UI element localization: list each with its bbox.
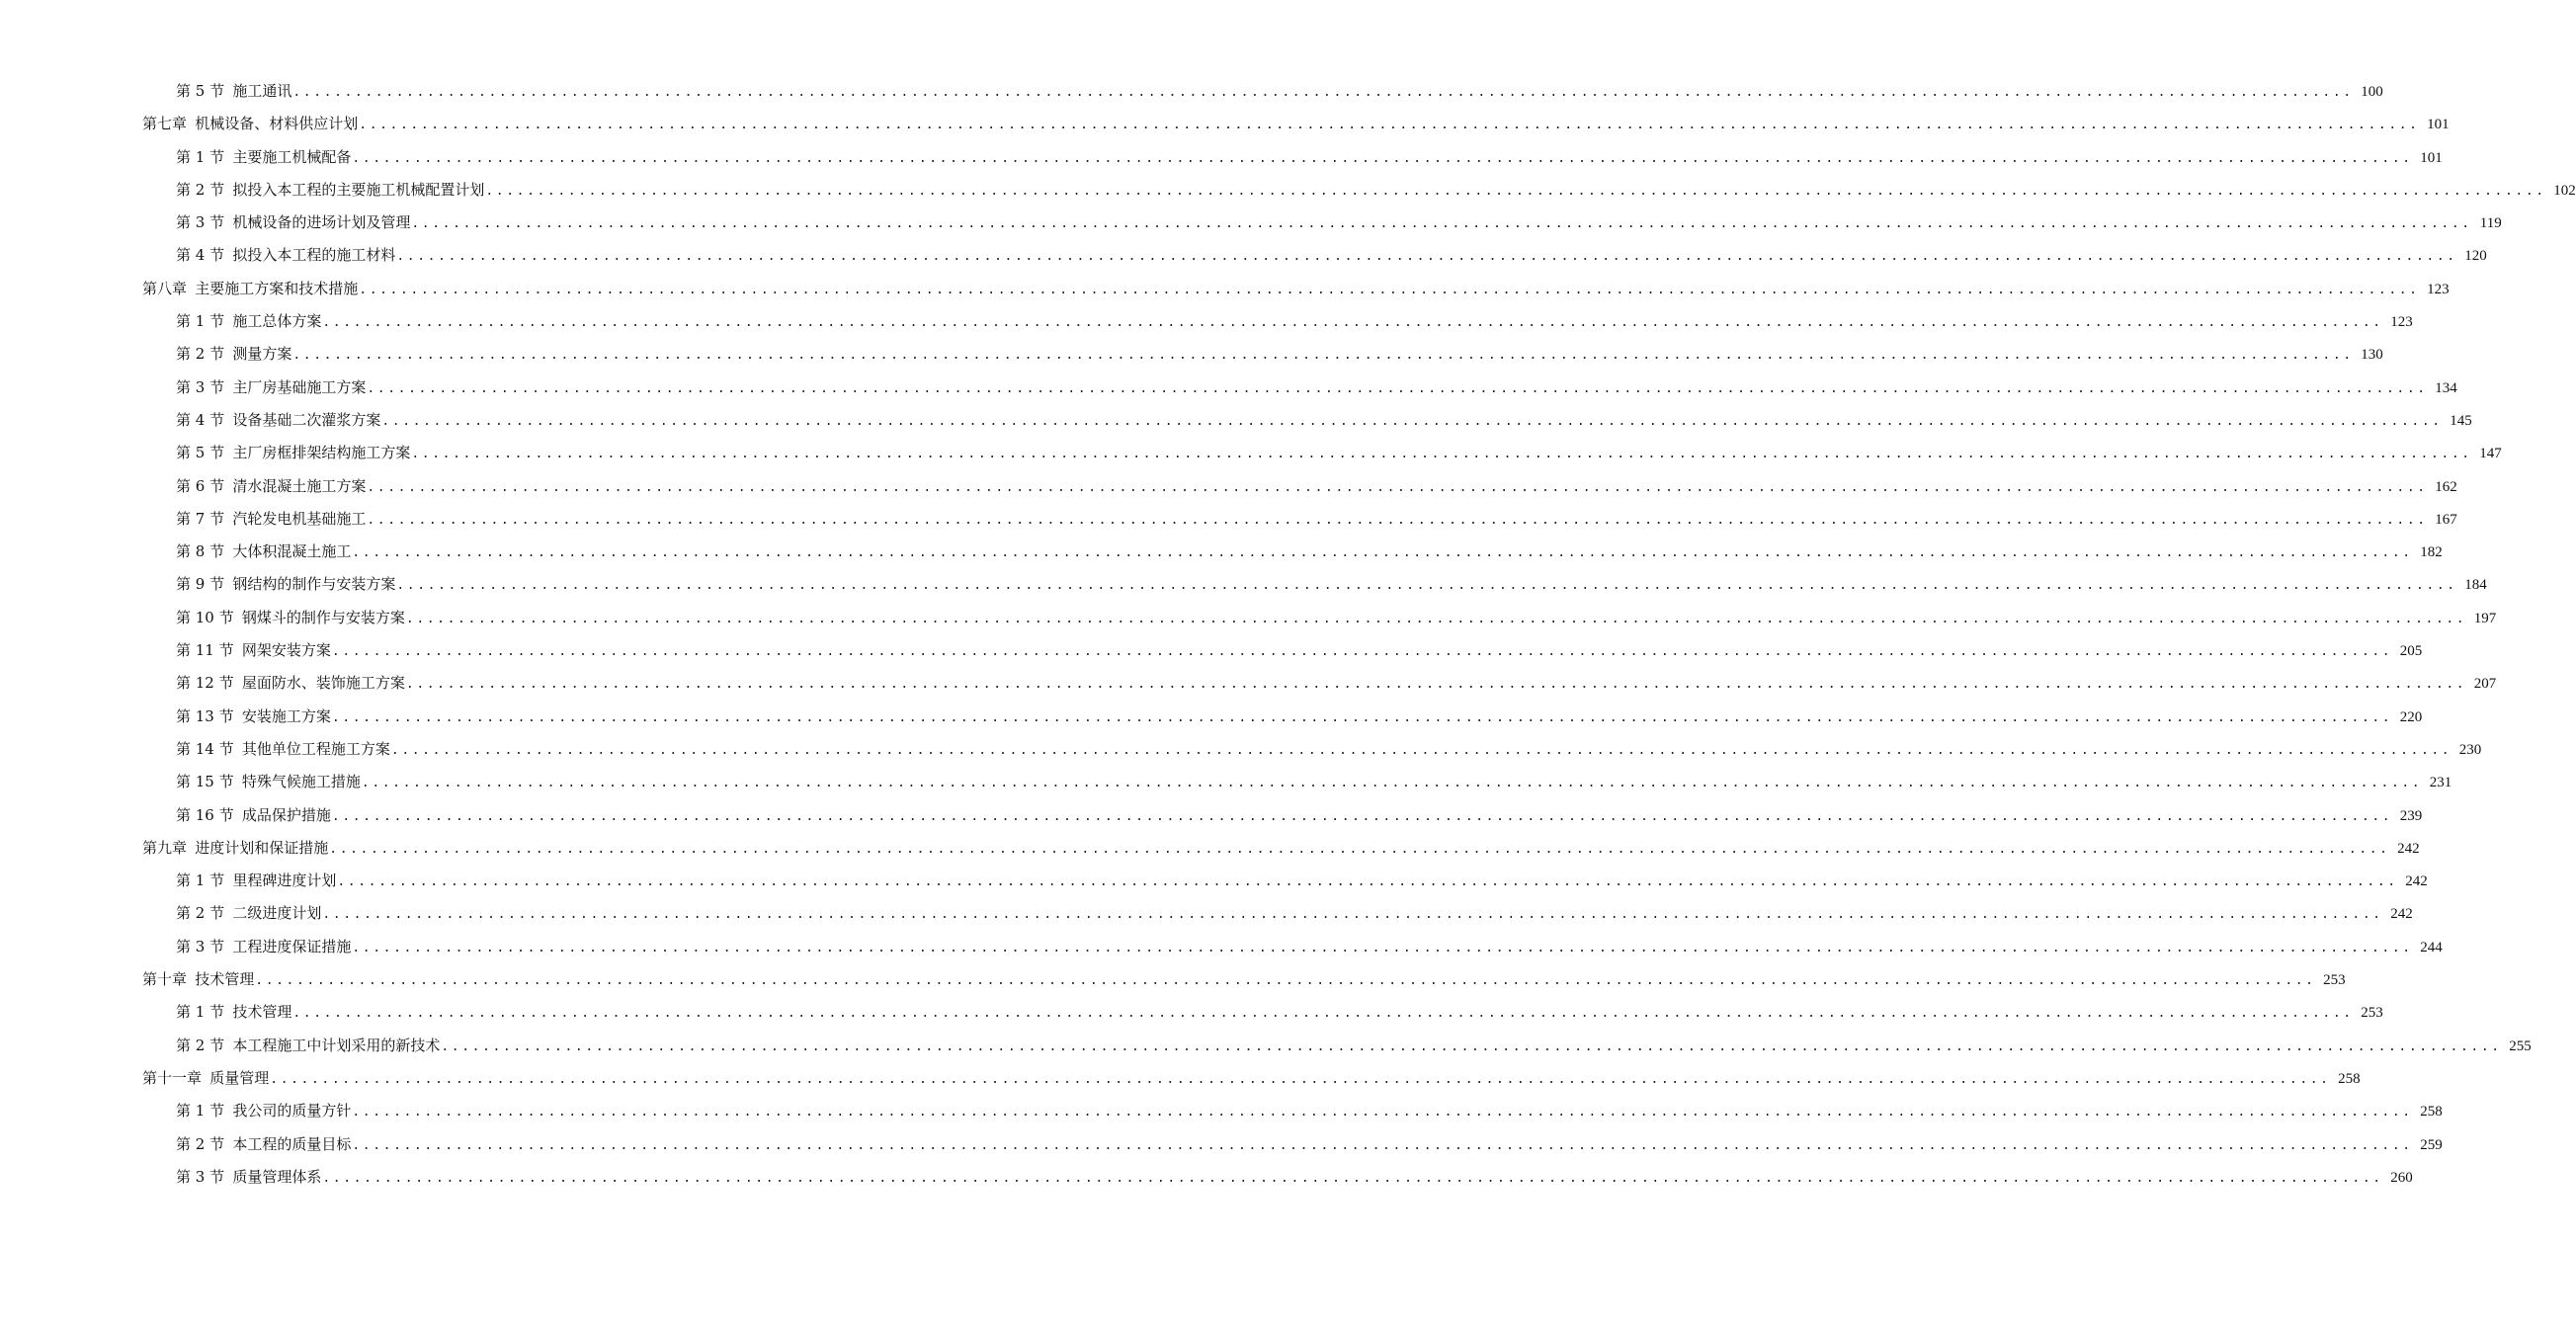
toc-entry-heading [176, 372, 366, 404]
toc-entry-number: 第 2 节 [176, 904, 225, 923]
toc-section-entry[interactable] [142, 503, 2457, 536]
toc-dot-leader: ........................................................................................................................................................................................................ [352, 545, 2413, 561]
toc-dot-leader: ........................................................................................................................................................................................................ [331, 709, 2393, 725]
toc-entry-number: 第十一章 [142, 1068, 203, 1087]
toc-entry-page: 259 [2420, 1136, 2443, 1153]
toc-entry-number: 第九章 [142, 838, 188, 857]
toc-entry-number: 第 4 节 [176, 246, 225, 265]
toc-dot-leader: ........................................................................................................................................................................................................ [352, 1137, 2413, 1153]
toc-dot-leader: ........................................................................................................................................................................................................ [361, 776, 2423, 791]
toc-entry-number: 第 7 节 [176, 509, 225, 528]
toc-entry-page: 102 [2553, 182, 2576, 199]
toc-entry-page: 242 [2397, 840, 2420, 857]
toc-entry-page: 255 [2509, 1038, 2532, 1054]
toc-entry-title: 技术管理 [232, 1003, 292, 1022]
toc-entry-heading [176, 897, 321, 930]
toc-entry-heading [176, 602, 405, 634]
toc-entry-number: 第七章 [142, 115, 188, 133]
toc-chapter-entry[interactable] [142, 108, 2450, 140]
toc-entry-title: 清水混凝土施工方案 [232, 476, 367, 495]
toc-entry-heading [176, 174, 484, 207]
toc-entry-number: 第 2 节 [176, 180, 225, 199]
toc-entry-number: 第 9 节 [176, 575, 225, 594]
toc-entry-heading [176, 1161, 321, 1194]
toc-dot-leader: ........................................................................................................................................................................................................ [255, 973, 2316, 989]
toc-entry-heading [176, 305, 321, 338]
toc-entry-heading [176, 207, 410, 239]
toc-entry-title: 安装施工方案 [241, 706, 331, 725]
toc-entry-title: 设备基础二次灌浆方案 [232, 410, 381, 429]
toc-entry-page: 220 [2399, 708, 2423, 725]
toc-dot-leader: ........................................................................................................................................................................................................ [367, 479, 2428, 495]
toc-dot-leader: ........................................................................................................................................................................................................ [441, 1038, 2502, 1054]
toc-section-entry[interactable] [142, 701, 2423, 733]
toc-section-entry[interactable] [142, 1030, 2532, 1062]
toc-entry-heading [142, 108, 358, 140]
toc-dot-leader: ........................................................................................................................................................................................................ [405, 611, 2467, 626]
toc-section-entry[interactable] [142, 568, 2487, 601]
toc-entry-heading [142, 1062, 269, 1095]
toc-entry-page: 134 [2435, 379, 2457, 396]
toc-entry-number: 第 12 节 [176, 674, 234, 693]
toc-entry-title: 成品保护措施 [241, 805, 331, 824]
toc-dot-leader: ........................................................................................................................................................................................................ [411, 447, 2472, 462]
toc-entry-heading [176, 634, 331, 667]
toc-entry-title: 主要施工方案和技术措施 [195, 279, 359, 297]
toc-entry-page: 239 [2399, 807, 2423, 824]
toc-entry-heading [176, 667, 405, 700]
toc-dot-leader: ........................................................................................................................................................................................................ [322, 315, 2383, 331]
toc-entry-title: 拟投入本工程的主要施工机械配置计划 [232, 180, 485, 199]
toc-entry-page: 182 [2420, 544, 2443, 561]
toc-entry-page: 184 [2464, 577, 2487, 594]
toc-dot-leader: ........................................................................................................................................................................................................ [381, 413, 2443, 429]
toc-entry-title: 网架安装方案 [241, 641, 331, 660]
toc-section-entry[interactable] [142, 1128, 2443, 1161]
toc-entry-number: 第 6 节 [176, 476, 225, 495]
toc-dot-leader: ........................................................................................................................................................................................................ [396, 249, 2457, 265]
toc-entry-title: 机械设备、材料供应计划 [195, 115, 359, 133]
toc-entry-title: 二级进度计划 [232, 904, 322, 923]
toc-section-entry[interactable] [142, 536, 2443, 568]
toc-entry-heading [176, 338, 291, 371]
toc-entry-page: 197 [2473, 610, 2497, 626]
toc-entry-number: 第 2 节 [176, 345, 225, 364]
toc-chapter-entry[interactable] [142, 963, 2346, 996]
toc-entry-number: 第 2 节 [176, 1134, 225, 1153]
toc-dot-leader: ........................................................................................................................................................................................................ [485, 183, 2546, 199]
toc-section-entry[interactable] [142, 305, 2413, 338]
toc-entry-title: 主厂房框排架结构施工方案 [232, 444, 411, 462]
toc-entry-heading [176, 766, 361, 798]
toc-section-entry[interactable] [142, 437, 2502, 469]
toc-entry-page: 258 [2338, 1070, 2361, 1087]
toc-entry-number: 第 1 节 [176, 872, 225, 890]
toc-dot-leader: ........................................................................................................................................................................................................ [337, 874, 2398, 890]
toc-dot-leader: ........................................................................................................................................................................................................ [352, 940, 2413, 955]
toc-section-entry[interactable] [142, 897, 2413, 930]
toc-section-entry[interactable] [142, 865, 2428, 897]
toc-entry-title: 钢结构的制作与安装方案 [232, 575, 396, 594]
toc-section-entry[interactable] [142, 1095, 2443, 1127]
toc-entry-page: 130 [2361, 347, 2383, 364]
toc-section-entry[interactable] [142, 996, 2383, 1029]
toc-entry-heading [142, 832, 328, 865]
toc-entry-title: 本工程施工中计划采用的新技术 [232, 1036, 441, 1054]
toc-dot-leader: ........................................................................................................................................................................................................ [411, 216, 2472, 232]
toc-entry-title: 钢煤斗的制作与安装方案 [241, 608, 405, 626]
toc-entry-heading [176, 503, 366, 536]
toc-section-entry[interactable] [142, 602, 2497, 634]
toc-section-entry[interactable] [142, 174, 2576, 207]
toc-entry-number: 第 3 节 [176, 1167, 225, 1186]
toc-entry-number: 第 13 节 [176, 706, 234, 725]
toc-entry-title: 大体积混凝土施工 [232, 542, 352, 561]
toc-entry-page: 123 [2427, 281, 2450, 297]
toc-entry-number: 第 3 节 [176, 937, 225, 955]
toc-entry-heading [176, 1128, 351, 1161]
toc-entry-heading [142, 963, 254, 996]
toc-dot-leader: ........................................................................................................................................................................................................ [292, 85, 2354, 100]
toc-entry-number: 第 1 节 [176, 1003, 225, 1022]
toc-section-entry[interactable] [142, 141, 2443, 174]
toc-entry-title: 技术管理 [195, 970, 255, 989]
toc-entry-title: 主要施工机械配备 [232, 147, 352, 166]
toc-entry-title: 施工通讯 [232, 82, 292, 100]
toc-dot-leader: ........................................................................................................................................................................................................ [270, 1071, 2331, 1087]
toc-dot-leader: ........................................................................................................................................................................................................ [367, 380, 2428, 396]
toc-section-entry[interactable] [142, 404, 2472, 437]
toc-entry-number: 第八章 [142, 279, 188, 297]
toc-entry-number: 第 11 节 [176, 641, 234, 660]
toc-entry-title: 工程进度保证措施 [232, 937, 352, 955]
toc-entry-number: 第 16 节 [176, 805, 234, 824]
toc-entry-number: 第 5 节 [176, 444, 225, 462]
toc-entry-number: 第 2 节 [176, 1036, 225, 1054]
toc-entry-page: 205 [2399, 643, 2423, 660]
toc-entry-heading [176, 931, 351, 963]
toc-entry-page: 244 [2420, 939, 2443, 955]
toc-section-entry[interactable] [142, 372, 2457, 404]
toc-entry-title: 主厂房基础施工方案 [232, 377, 367, 396]
toc-chapter-entry[interactable] [142, 273, 2450, 305]
toc-entry-heading [176, 799, 331, 832]
toc-entry-title: 里程碑进度计划 [232, 872, 337, 890]
toc-entry-page: 167 [2435, 511, 2457, 528]
toc-entry-number: 第 14 节 [176, 739, 234, 758]
toc-entry-page: 258 [2420, 1104, 2443, 1120]
toc-entry-page: 147 [2479, 446, 2502, 462]
toc-entry-heading [176, 239, 395, 272]
toc-entry-number: 第 1 节 [176, 1102, 225, 1120]
toc-entry-title: 拟投入本工程的施工材料 [232, 246, 396, 265]
toc-dot-leader: ........................................................................................................................................................................................................ [331, 644, 2393, 660]
toc-entry-title: 屋面防水、装饰施工方案 [241, 674, 405, 693]
toc-dot-leader: ........................................................................................................................................................................................................ [331, 808, 2393, 824]
toc-entry-number: 第 1 节 [176, 147, 225, 166]
toc-dot-leader: ........................................................................................................................................................................................................ [352, 150, 2413, 166]
toc-entry-number: 第 3 节 [176, 377, 225, 396]
toc-entry-heading [176, 865, 336, 897]
toc-entry-title: 进度计划和保证措施 [195, 838, 329, 857]
toc-entry-number: 第 5 节 [176, 82, 225, 100]
table-of-contents [142, 75, 2576, 1194]
toc-dot-leader: ........................................................................................................................................................................................................ [405, 677, 2467, 693]
toc-entry-number: 第 1 节 [176, 312, 225, 331]
toc-dot-leader: ........................................................................................................................................................................................................ [359, 118, 2420, 133]
toc-entry-page: 119 [2479, 215, 2502, 232]
toc-entry-page: 207 [2473, 676, 2497, 693]
toc-entry-heading [176, 1095, 351, 1127]
toc-dot-leader: ........................................................................................................................................................................................................ [390, 742, 2452, 758]
toc-entry-page: 253 [2361, 1005, 2383, 1022]
toc-section-entry[interactable] [142, 634, 2423, 667]
toc-entry-title: 质量管理 [209, 1068, 270, 1087]
toc-section-entry[interactable] [142, 733, 2482, 766]
toc-entry-heading [176, 404, 380, 437]
toc-dot-leader: ........................................................................................................................................................................................................ [292, 1006, 2354, 1022]
toc-entry-page: 260 [2390, 1169, 2413, 1186]
toc-entry-page: 253 [2323, 972, 2346, 989]
toc-entry-heading [142, 273, 358, 305]
toc-section-entry[interactable] [142, 207, 2502, 239]
toc-entry-title: 本工程的质量目标 [232, 1134, 352, 1153]
toc-entry-page: 145 [2450, 412, 2472, 429]
toc-entry-title: 测量方案 [232, 345, 292, 364]
toc-entry-number: 第 8 节 [176, 542, 225, 561]
toc-entry-heading [176, 701, 331, 733]
toc-entry-heading [176, 568, 395, 601]
toc-entry-heading [176, 536, 351, 568]
toc-dot-leader: ........................................................................................................................................................................................................ [367, 512, 2428, 528]
toc-chapter-entry[interactable] [142, 832, 2420, 865]
toc-entry-title: 其他单位工程施工方案 [241, 739, 390, 758]
toc-entry-title: 特殊气候施工措施 [241, 773, 361, 791]
toc-section-entry[interactable] [142, 799, 2423, 832]
toc-entry-page: 162 [2435, 478, 2457, 495]
toc-entry-page: 123 [2390, 314, 2413, 331]
toc-entry-heading [176, 733, 390, 766]
toc-section-entry[interactable] [142, 470, 2457, 503]
toc-entry-title: 汽轮发电机基础施工 [232, 509, 367, 528]
toc-dot-leader: ........................................................................................................................................................................................................ [292, 348, 2354, 364]
toc-dot-leader: ........................................................................................................................................................................................................ [396, 578, 2457, 594]
toc-entry-title: 质量管理体系 [232, 1167, 322, 1186]
toc-entry-number: 第 10 节 [176, 608, 234, 626]
toc-entry-title: 施工总体方案 [232, 312, 322, 331]
toc-entry-page: 230 [2458, 741, 2482, 758]
toc-entry-heading [176, 1030, 440, 1062]
toc-entry-page: 101 [2427, 117, 2450, 133]
toc-entry-title: 机械设备的进场计划及管理 [232, 213, 411, 232]
toc-section-entry[interactable] [142, 667, 2497, 700]
toc-section-entry[interactable] [142, 338, 2383, 371]
toc-entry-heading [176, 996, 291, 1029]
toc-dot-leader: ........................................................................................................................................................................................................ [329, 841, 2390, 857]
toc-entry-number: 第 3 节 [176, 213, 225, 232]
toc-entry-number: 第 4 节 [176, 410, 225, 429]
toc-entry-heading [176, 141, 351, 174]
toc-entry-heading [176, 437, 410, 469]
toc-entry-page: 231 [2429, 775, 2452, 791]
toc-dot-leader: ........................................................................................................................................................................................................ [322, 907, 2383, 923]
toc-section-entry[interactable] [142, 75, 2383, 108]
toc-entry-heading [176, 470, 366, 503]
toc-dot-leader: ........................................................................................................................................................................................................ [359, 282, 2420, 297]
toc-section-entry[interactable] [142, 1161, 2413, 1194]
toc-entry-page: 101 [2420, 149, 2443, 166]
toc-entry-title: 我公司的质量方针 [232, 1102, 352, 1120]
toc-section-entry[interactable] [142, 766, 2452, 798]
toc-section-entry[interactable] [142, 931, 2443, 963]
toc-entry-page: 100 [2361, 84, 2383, 100]
toc-dot-leader: ........................................................................................................................................................................................................ [322, 1170, 2383, 1186]
toc-section-entry[interactable] [142, 239, 2487, 272]
toc-dot-leader: ........................................................................................................................................................................................................ [352, 1105, 2413, 1120]
toc-chapter-entry[interactable] [142, 1062, 2361, 1095]
toc-entry-number: 第 15 节 [176, 773, 234, 791]
toc-entry-number: 第十章 [142, 970, 188, 989]
toc-entry-page: 242 [2390, 906, 2413, 923]
toc-entry-heading [176, 75, 291, 108]
toc-entry-page: 120 [2464, 248, 2487, 265]
toc-entry-page: 242 [2405, 873, 2428, 890]
